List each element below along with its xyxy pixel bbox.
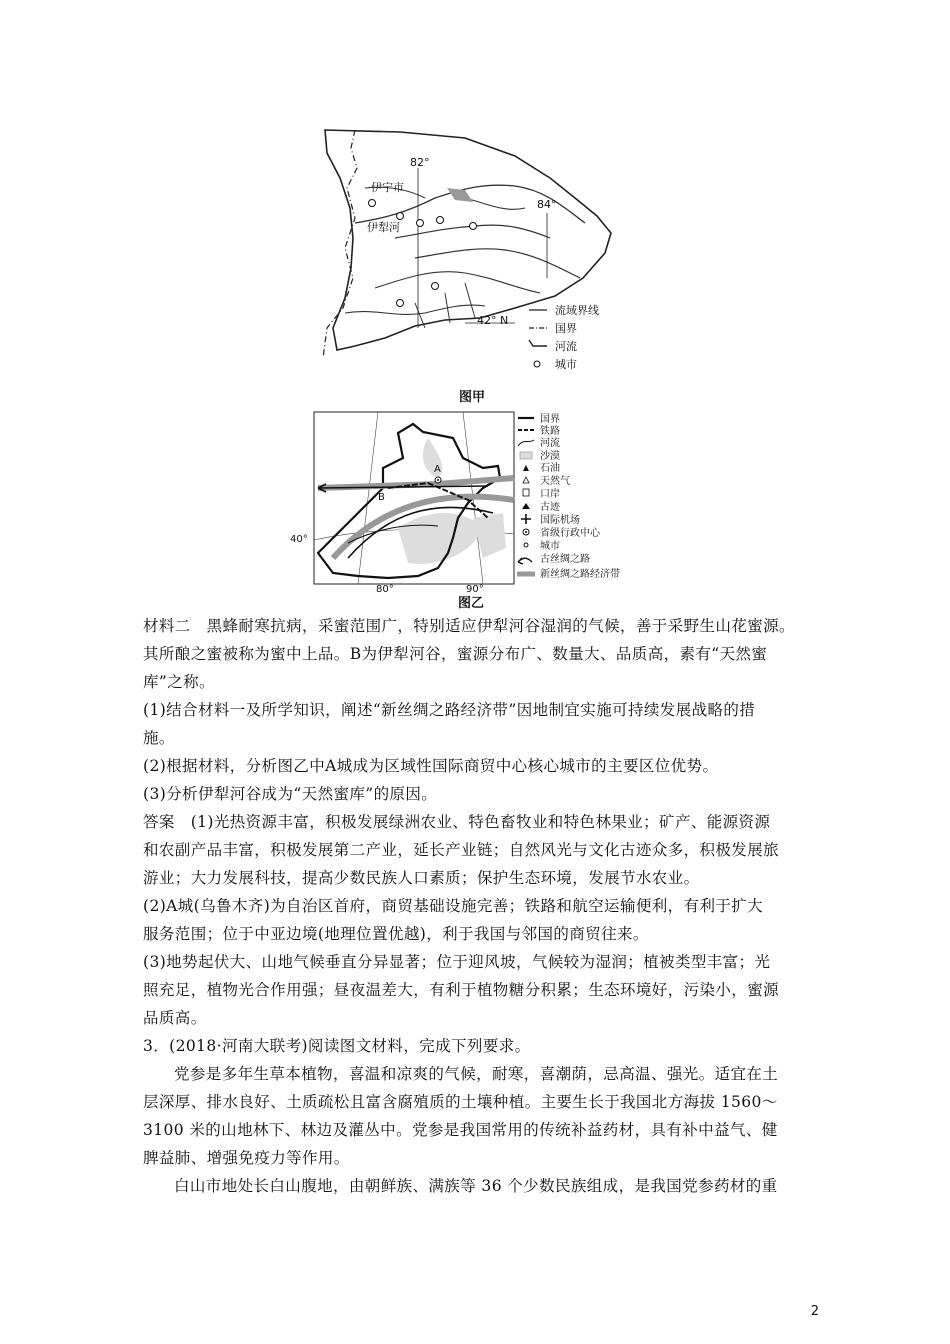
legend-national-border: 国界: [555, 322, 577, 335]
material2-line: 其所酿之蜜被称为蜜中上品。B为伊犁河谷，蜜源分布广、数量大、品质高，素有“天然蜜: [143, 645, 768, 663]
figure-yi-svg: [288, 408, 658, 592]
question-1-line: (1)结合材料一及所学知识，阐述“新丝绸之路经济带”因地制宜实施可持续发展战略的措: [143, 701, 756, 719]
figure-yi-caption: 图乙: [458, 596, 485, 611]
figure-jia-caption: 图甲: [459, 390, 486, 405]
yining-label: 伊宁市: [371, 181, 404, 194]
answer-2-line: 服务范围；位于中亚边境(地理位置优越)，利于我国与邻国的商贸往来。: [143, 925, 649, 943]
question-1-line: 施。: [143, 729, 175, 747]
legend-basin-boundary: 流域界线: [555, 304, 599, 317]
city-marker: [470, 223, 477, 230]
answer-3-line: 照充足，植物光合作用强；昼夜温差大，有利于植物糖分积累；生态环境好，污染小，蜜源: [143, 981, 780, 999]
passage-1-line: 脾益肺、增强免疫力等作用。: [143, 1149, 350, 1167]
answer-2-line: (2)A城(乌鲁木齐)为自治区首府，商贸基础设施完善；铁路和航空运输便利，有利于扩大: [143, 897, 764, 915]
lon-82-label: 82°: [410, 156, 430, 169]
figure-yi-legend: [517, 413, 620, 580]
material2-line: 库”之称。: [143, 673, 215, 691]
legend-gas: 天然气: [540, 476, 570, 487]
region-b-label: B: [378, 492, 385, 503]
lon-84-label: 84°: [537, 198, 557, 211]
passage-1-line: 层深厚、排水良好、土质疏松且富含腐殖质的土壤种植。主要生长于我国北方海拔 1560～: [143, 1093, 778, 1111]
city-marker: [397, 300, 404, 307]
legend-relic: 古迹: [540, 502, 560, 513]
legend-oil: 石油: [540, 463, 560, 474]
question-2: (2)根据材料，分析图乙中A城成为区域性国际商贸中心核心城市的主要区位优势。: [143, 757, 719, 775]
legend-border: 国界: [540, 414, 560, 425]
page-number: 2: [810, 1304, 819, 1319]
city-marker: [417, 220, 424, 227]
legend-desert: 沙漠: [540, 451, 560, 462]
passage-1-line: 3100 米的山地林下、林边及灌丛中。党参是我国常用的传统补益药材，具有补中益气、健: [143, 1121, 778, 1139]
answer-1-line: 和农副产品丰富，积极发展第二产业，延长产业链；自然风光与文化古迹众多，积极发展旅: [143, 841, 780, 859]
lat-40-label: 40°: [290, 534, 308, 545]
lon-80-label: 80°: [376, 584, 394, 592]
answer-3-line: 品质高。: [143, 1009, 207, 1027]
legend-city: 城市: [540, 541, 560, 552]
yili-river-label: 伊犁河: [367, 221, 400, 234]
legend-new-silk-road: 新丝绸之路经济带: [540, 569, 620, 580]
city-marker: [369, 200, 376, 207]
basin-boundary: [325, 130, 611, 350]
passage-1-line: 党参是多年生草本植物，喜温和凉爽的气候，耐寒，喜潮荫，忌高温、强光。适宜在土: [174, 1065, 779, 1083]
passage-2-line: 白山市地处长白山腹地，由朝鲜族、满族等 36 个少数民族组成，是我国党参药材的重: [174, 1177, 778, 1195]
lon-90-label: 90°: [466, 584, 484, 592]
answer-1-line: 答案 (1)光热资源丰富，积极发展绿洲农业、特色畜牧业和特色林果业；矿产、能源资源: [143, 813, 771, 831]
figure-jia-svg: [315, 128, 635, 380]
lat-42-label: 42° N: [477, 314, 509, 327]
answer-1-line: 游业；大力发展科技，提高少数民族人口素质；保护生态环境，发展节水农业。: [143, 869, 700, 887]
question-3-title: 3．(2018·河南大联考)阅读图文材料，完成下列要求。: [143, 1037, 531, 1055]
legend-port: 口岸: [540, 489, 560, 500]
figure-jia-map: [315, 128, 635, 380]
legend-airport: 国际机场: [540, 515, 580, 526]
legend-river: 河流: [540, 438, 560, 449]
body-text: [143, 612, 823, 1200]
figure-yi-map: [288, 408, 658, 592]
figure-jia-legend: [529, 303, 599, 371]
legend-old-silk-road: 古丝绸之路: [540, 554, 590, 565]
question-3: (3)分析伊犁河谷成为“天然蜜库”的原因。: [143, 785, 438, 803]
city-marker: [397, 213, 404, 220]
legend-railway: 铁路: [540, 426, 560, 437]
city-a-label: A: [434, 464, 441, 475]
material2-line: 材料二 黑蜂耐寒抗病，采蜜范围广，特别适应伊犁河谷湿润的气候，善于采野生山花蜜源。: [143, 617, 795, 635]
legend-city: 城市: [555, 358, 577, 371]
legend-capital: 省级行政中心: [540, 528, 600, 539]
answer-3-line: (3)地势起伏大、山地气候垂直分异显著；位于迎风坡，气候较为湿润；植被类型丰富；光: [143, 953, 771, 971]
city-marker: [437, 217, 444, 224]
legend-river: 河流: [555, 340, 577, 353]
city-marker: [432, 283, 439, 290]
lake: [447, 188, 473, 202]
